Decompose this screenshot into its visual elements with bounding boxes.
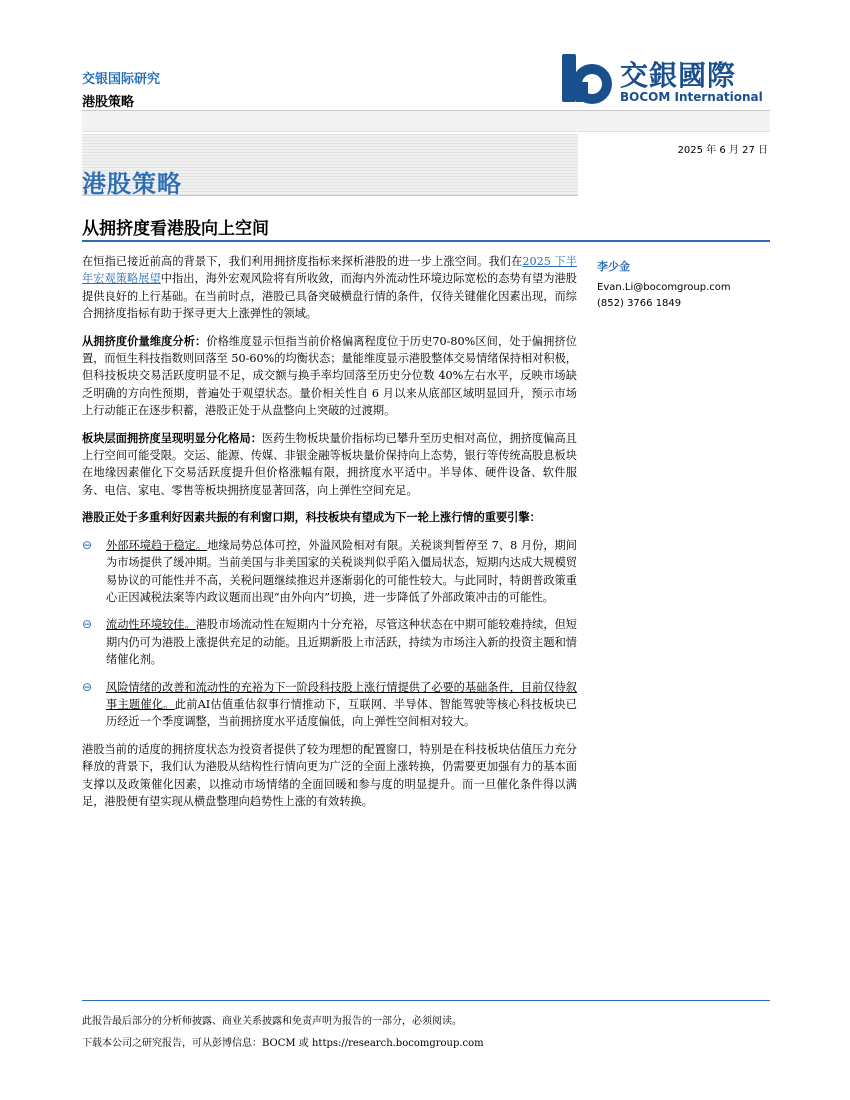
analyst-email[interactable]: Evan.Li@bocomgroup.com [597,282,731,293]
footer-download-info: 下载本公司之研究报告，可从彭博信息：BOCM 或 https://research.bocomgroup.com [82,1038,484,1049]
closing-paragraph: 港股当前的适度的拥挤度状态为投资者提供了较为理想的配置窗口，特别是在科技板块估值压力充分释放的背景下，我们认为港股从结构性行情向更为广泛的全面上涨转换，仍需要更加强有力的基本面支撑以及政策催化因素，以推动市场情绪的全面回暖和参与度的明显提升。而一旦催化条件得以满足，港股便有望实现从横盘整理向趋势性上涨的有效转换。 [82,742,577,808]
sector-paragraph: 板块层面拥挤度呈现明显分化格局：医药生物板块量价指标均已攀升至历史相对高位，拥挤度偏高且上行空间可能受限。交运、能源、传媒、非银金融等板块量价保持向上态势，银行等传统高股息板块在地缘因素催化下交易活跃度提升但价格涨幅有限，拥挤度水平适中。半导体、硬件设备、软件服务、电信、家电、零售等板块拥挤度显著回落，向上弹性空间充足。 [82,430,577,497]
section-title: 港股策略 [82,170,182,198]
sector-lead: 板块层面拥挤度呈现明显分化格局： [82,430,263,445]
bocom-logo-icon [558,52,616,110]
report-date: 2025 年 6 月 27 日 [677,145,768,156]
dept-name: 港股策略 [82,95,135,110]
window-heading: 港股正处于多重利好因素共振的有利窗口期，科技板块有望成为下一轮上涨行情的重要引擎： [82,510,541,525]
bullet-icon: ⊖ [82,537,93,552]
report-title: 从拥挤度看港股向上空间 [82,219,269,239]
footer-disclaimer: 此报告最后部分的分析师披露、商业关系披露和免责声明为报告的一部分，必须阅读。 [82,1016,462,1027]
logo-chinese-name: 交銀國際 [620,59,737,92]
bocom-logo [558,52,770,108]
intro-paragraph: 在恒指已接近前高的背景下，我们利用拥挤度指标来探析港股的进一步上涨空间。我们在2025 下半年宏观策略展望中指出，海外宏观风险将有所收敛，而海内外流动性环境边际宽松的态势有望为港股提供良好的上行基础。在当前时点，港股已具备突破横盘行情的条件，仅待关键催化因素出现，而综合拥挤度指标有助于探寻更大上涨弹性的领域。 [82,255,577,321]
price-volume-lead: 从拥挤度价量维度分析： [82,333,207,348]
analyst-name: 李少金 [597,260,630,273]
bullet-external-environment: ⊖ 外部环境趋于稳定。地缘局势总体可控，外溢风险相对有限。关税谈判暂停至 7、8 月份，期间为市场提供了缓冲期。当前美国与非美国家的关税谈判似乎陷入僵局状态，短期内达成大规模贸易协议的可能性并不高，关税问题继续推迟并逐渐弱化的可能性较大。与此同时，特朗普政策重心正因减税法案等内政议题而出现“由外向内”切换，进一步降低了外部政策冲击的可能性。 [82,537,577,604]
bullet-icon: ⊖ [82,617,93,632]
price-volume-paragraph: 从拥挤度价量维度分析：价格维度显示恒指当前价格偏离程度位于历史70-80%区间，处于偏拥挤位置，而恒生科技指数则回落至 50-60%的均衡状态；量能维度显示港股整体交易情绪保持相对积极，但科技板块交易活跃度明显不足，成交额与换手率均回落至历史分位数 40%左右水平，反映市场缺乏明确的方向性预期，普遍处于观望状态。量价相关性自 6 月以来从底部区域明显回升，预示市场上行动能正在逐步积蓄，港股正处于从盘整向上突破的过渡期。 [82,333,577,418]
bullet-liquidity: ⊖ 流动性环境较佳。港股市场流动性在短期内十分充裕，尽管这种状态在中期可能较难持续，但短期内仍可为港股上涨提供充足的动能。且近期新股上市活跃，持续为市场注入新的投资主题和情绪催化剂。 [82,617,577,667]
analyst-phone: (852) 3766 1849 [597,298,682,309]
logo-english-name: BOCOM International [620,90,763,104]
org-name: 交银国际研究 [82,72,161,87]
footer-divider [82,1000,770,1001]
analyst-info [597,258,731,312]
bullet-icon: ⊖ [82,679,93,694]
outlook-report-link[interactable]: 2025 下半年宏观策略展望 [82,255,577,286]
bullet-risk-sentiment: ⊖ 风险情绪的改善和流动性的充裕为下一阶段科技股上涨行情提供了必要的基础条件，目前仅待叙事主题催化。此前AI估值重估叙事行情推动下，互联网、半导体、智能驾驶等核心科技板块已历经近一个季度调整，当前拥挤度水平适度偏低，向上弹性空间相对较大。 [82,679,577,729]
title-divider [82,240,770,242]
header-band [82,110,770,132]
report-body [82,253,577,820]
